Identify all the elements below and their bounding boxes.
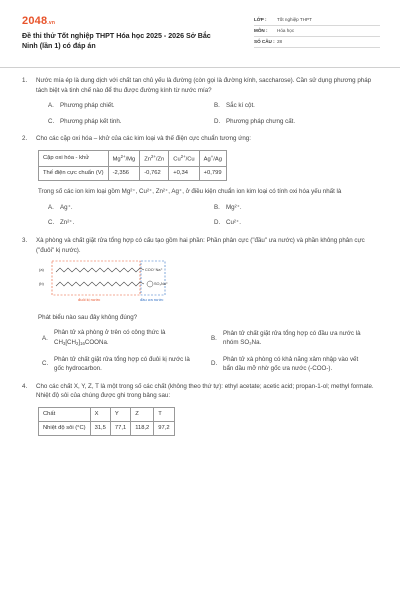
- chain-b: [56, 282, 144, 286]
- table-cell: -2,356: [108, 167, 140, 181]
- question-number: 3.: [22, 236, 28, 244]
- option-d[interactable]: D. Phương pháp chưng cất.: [214, 117, 296, 125]
- label-b: (b): [39, 281, 44, 287]
- site-logo[interactable]: 2048.vn: [22, 15, 56, 27]
- exam-header: [22, 12, 378, 60]
- option-b[interactable]: B. Phân tử chất giặt rửa tổng hợp có đầu ưa nước là nhóm SO₃Na.: [211, 329, 361, 347]
- table-cell: +0,34: [169, 167, 199, 181]
- exam-title: Đề thi thử Tốt nghiệp THPT Hóa học 2025 - 2026 Sở Bắc Ninh (lần 1) có đáp án: [22, 32, 211, 50]
- meta-subject-row: MÔN : Hóa học: [254, 26, 380, 37]
- option-b[interactable]: B. Sắc kí cột.: [214, 102, 255, 110]
- header-divider: [0, 67, 400, 68]
- option-b[interactable]: B. Mg²⁺.: [214, 203, 242, 211]
- table-header-cell: T: [154, 407, 174, 421]
- table-cell: Ag+/Ag: [199, 150, 226, 166]
- head-label: đầu ưa nước: [140, 297, 164, 303]
- head-box: [141, 261, 165, 295]
- option-d[interactable]: D. Phân tử xà phòng có khả năng xâm nhập vào vết bẩn dầu mỡ nhờ gốc ưa nước (-COO-).: [211, 355, 359, 373]
- table-cell: Cặp oxi hóa - khử: [39, 150, 109, 166]
- table-cell: 97,2: [154, 421, 174, 435]
- table-cell: 77,1: [110, 421, 130, 435]
- head-group-a: COO⁻Na⁺: [145, 268, 163, 273]
- table-cell: 31,5: [90, 421, 110, 435]
- table-header-cell: Y: [110, 407, 130, 421]
- table-header-cell: Chất: [39, 407, 91, 421]
- option-c[interactable]: C. Zn²⁺.: [48, 219, 75, 227]
- table-cell: $Mg^{2+}/Mg$: [108, 150, 140, 166]
- head-group-b: SO₃Na⁺: [154, 282, 168, 287]
- question-text: Nước mía ép là dung dịch với chất tan chủ yếu là đường (còn gọi là đường kính, saccharose). Cần sử dụng phương pháp tách biệt và tinh chế nào để thu được đường kính từ nước mía?: [36, 77, 372, 94]
- exam-meta: [254, 15, 380, 48]
- table-cell: $Cu^{2+}/Cu$: [169, 150, 199, 166]
- benzene-ring: [147, 281, 153, 287]
- boiling-point-table: [38, 407, 175, 436]
- label-a: (a): [39, 267, 44, 273]
- surfactant-diagram: [38, 260, 380, 308]
- option-d[interactable]: D. Cu²⁺.: [214, 219, 241, 227]
- meta-count-row: SỐ CÂU : 28: [254, 37, 380, 48]
- electrode-potential-table: [38, 150, 227, 181]
- table-cell: Nhiệt độ sôi (°C): [39, 421, 91, 435]
- option-c[interactable]: C. Phân tử chất giặt rửa tổng hợp có đuôi kị nước là gốc hydrocarbon.: [42, 355, 190, 373]
- option-a[interactable]: A. Ag⁺.: [48, 203, 73, 211]
- option-a[interactable]: A. Phương pháp chiết.: [48, 102, 115, 110]
- question-2: [22, 134, 380, 234]
- question-text: Cho các cặp oxi hóa – khử của các kim loại và thế điện cực chuẩn tương ứng:: [36, 135, 251, 143]
- tail-label: đuôi kị nước: [78, 297, 101, 303]
- question-text: Cho các chất X, Y, Z, T là một trong số các chất (không theo thứ tự): ethyl acetate; acetic acid; propan-1-ol; methyl formate. Nhiệt độ sôi của chúng được ghi trong bảng sau:: [36, 382, 374, 400]
- tail-box: [52, 261, 140, 295]
- option-c[interactable]: C. Phương pháp kết tinh.: [48, 117, 122, 125]
- question-note: Trong số các ion kim loại gồm Mg²⁺, Cu²⁺, Zn²⁺, Ag⁺, ở điều kiện chuẩn ion kim loại có tính oxi hóa yếu nhất là: [38, 188, 342, 196]
- table-cell: $Zn^{2+}/Zn$: [140, 150, 169, 166]
- question-prompt: Phát biểu nào sau đây không đúng?: [38, 313, 138, 321]
- meta-class-row: LỚP : Tốt nghiệp THPT: [254, 15, 380, 26]
- table-cell: Thế điện cực chuẩn (V): [39, 167, 109, 181]
- table-header-cell: Z: [131, 407, 154, 421]
- table-cell: -0,762: [140, 167, 169, 181]
- question-4: [22, 382, 380, 436]
- table-cell: 118,2: [131, 421, 154, 435]
- option-a[interactable]: A. Phân tử xà phòng ở trên có công thức là $CH_3[CH_2]_{16}COONa$.: [42, 329, 166, 346]
- table-cell: +0,799: [199, 167, 226, 181]
- question-list: [22, 76, 380, 442]
- question-text: Xà phòng và chất giặt rửa tổng hợp có cấu tạo gồm hai phần: Phần phân cực ("đầu" ưa nước) và phần không phân cực ("đuôi" kị nước).: [36, 236, 365, 254]
- question-3: [22, 236, 380, 380]
- table-header-cell: X: [90, 407, 110, 421]
- question-1: [22, 76, 380, 132]
- question-number: 1.: [22, 77, 28, 84]
- chain-a: [56, 268, 144, 272]
- question-number: 2.: [22, 135, 28, 143]
- question-number: 4.: [22, 382, 28, 390]
